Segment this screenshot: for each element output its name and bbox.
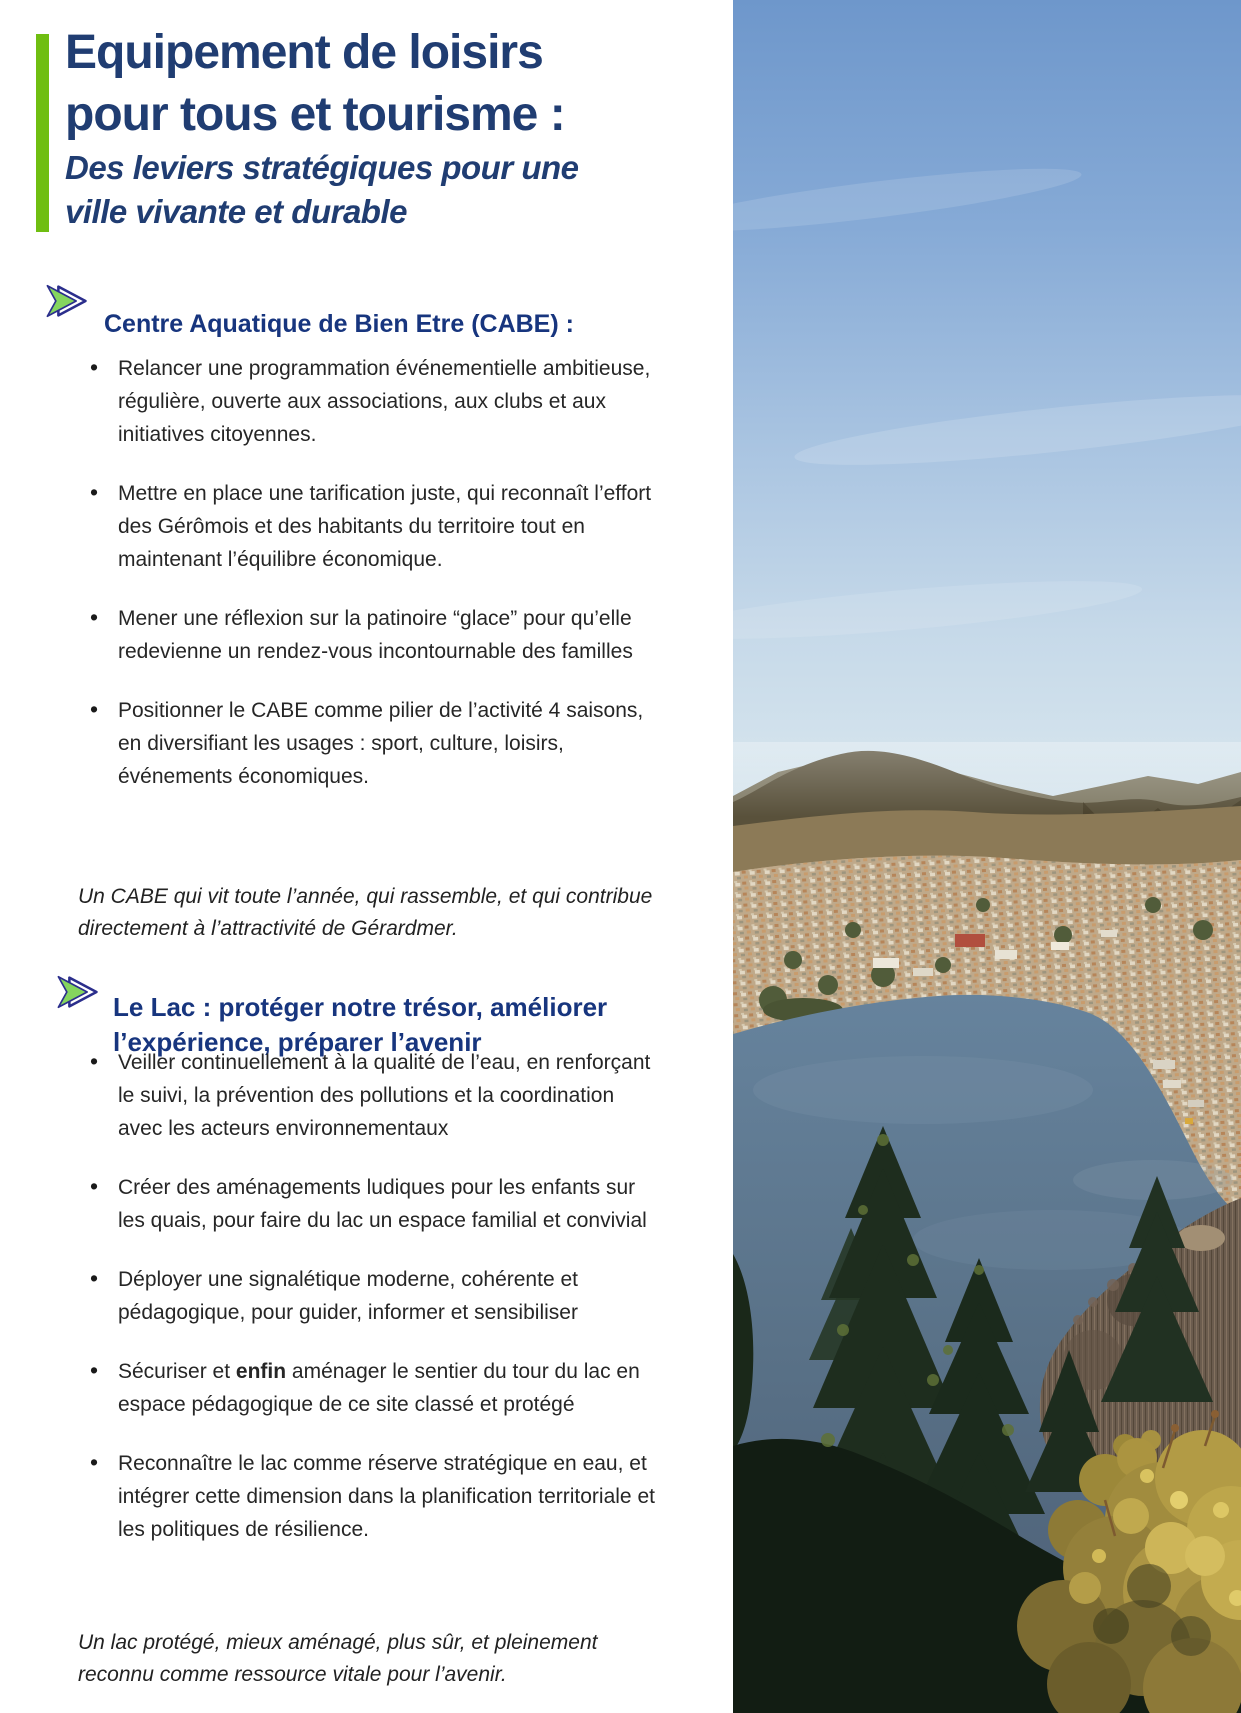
list-item [88, 1447, 658, 1546]
title-line-1: Equipement de loisirs [65, 26, 543, 79]
bullet-text: aménager le sentier du tour du lac en espace pédagogique de ce site classé et protégé [118, 1360, 640, 1416]
title-accent-bar [36, 34, 49, 232]
list-item [88, 694, 658, 793]
list-item [88, 1046, 658, 1145]
list-item [88, 602, 658, 668]
section-heading-line: Centre Aquatique de Bien Etre (CABE) : [104, 309, 574, 338]
chevron-right-icon [55, 974, 99, 1010]
section-heading-line: Le Lac : protéger notre trésor, améliorer [113, 991, 608, 1022]
title-line-2: pour tous et tourisme : [65, 88, 565, 141]
lac-conclusion: Un lac protégé, mieux aménagé, plus sûr, et pleinement reconnu comme ressource vitale pour l’avenir. [78, 1631, 598, 1686]
subtitle-line-2: ville vivante et durable [65, 193, 407, 230]
photo-sky [733, 0, 1241, 810]
list-item [88, 477, 658, 576]
list-item [88, 1263, 658, 1329]
bullet-text: Sécuriser et [118, 1360, 236, 1383]
page-title [65, 22, 685, 234]
bullet-text-bold: enfin [235, 1360, 287, 1383]
list-item [88, 1355, 658, 1421]
subtitle-line-1: Des leviers stratégiques pour une [65, 149, 579, 186]
list-item [88, 1171, 658, 1237]
section-heading-line: l’expérience, préparer l’avenir [113, 1026, 482, 1057]
bullet-text: Veiller continuellement à la qualité de l’eau, en renforçant le suivi, la prévention des pollutions et la coordination avec les acteurs environnementaux [118, 1051, 651, 1140]
bullet-text: Reconnaître le lac comme réserve stratégique en eau, et intégrer cette dimension dans la planification territoriale et les politiques de résilience. [118, 1452, 655, 1541]
bullet-text: Positionner le CABE comme pilier de l’activité 4 saisons, en diversifiant les usages : sport, culture, loisirs, événements économiques. [118, 699, 644, 788]
bullet-text: Mener une réflexion sur la patinoire “glace” pour qu’elle redevienne un rendez-vous incontournable des familles [118, 607, 633, 663]
chevron-right-icon [44, 283, 88, 319]
cabe-bullet-list [88, 352, 658, 819]
landscape-photo-gerardmer [733, 0, 1241, 1713]
list-item [88, 352, 658, 451]
bullet-text: Mettre en place une tarification juste, qui reconnaît l’effort des Gérômois et des habitants du territoire tout en maintenant l’équilibre économique. [118, 482, 652, 571]
bullet-text: Créer des aménagements ludiques pour les enfants sur les quais, pour faire du lac un espace familial et convivial [118, 1176, 647, 1232]
lac-bullet-list [88, 1046, 658, 1572]
bullet-text: Relancer une programmation événementielle ambitieuse, régulière, ouverte aux associations, aux clubs et aux initiatives citoyennes. [118, 357, 651, 446]
section-heading-cabe [104, 307, 574, 341]
bullet-text: Déployer une signalétique moderne, cohérente et pédagogique, pour guider, informer et sensibiliser [118, 1268, 578, 1324]
cabe-conclusion: Un CABE qui vit toute l’année, qui rassemble, et qui contribue directement à l’attractivité de Gérardmer. [78, 885, 653, 940]
